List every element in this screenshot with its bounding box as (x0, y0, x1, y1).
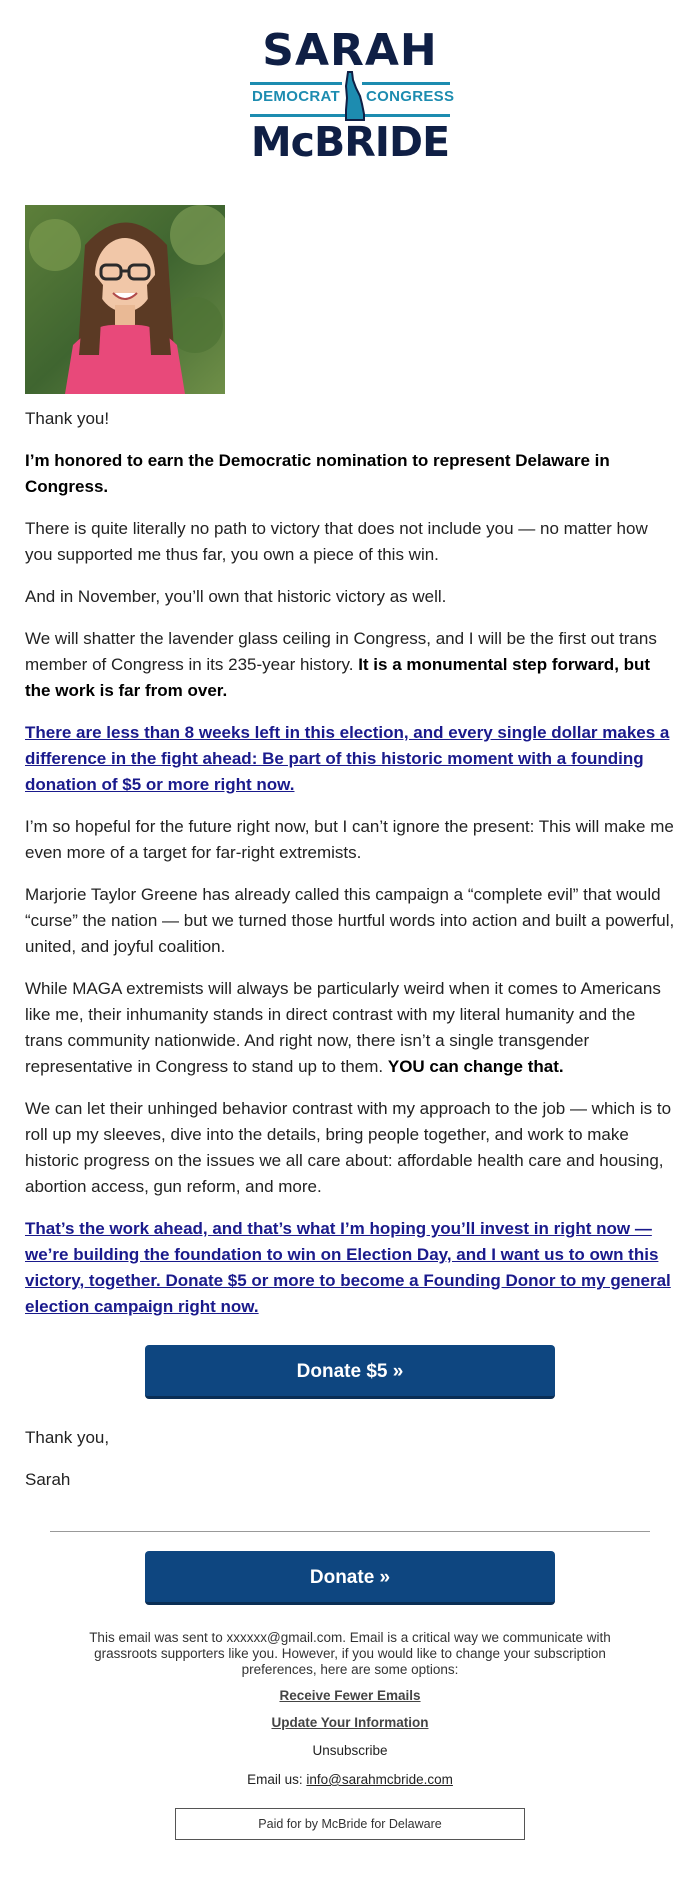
signoff-thanks: Thank you, (25, 1428, 110, 1447)
contact-email-link[interactable]: info@sarahmcbride.com (306, 1772, 453, 1787)
update-information-link[interactable]: Update Your Information (271, 1715, 429, 1730)
donate-button[interactable]: Donate » (145, 1551, 555, 1605)
candidate-photo (25, 205, 225, 394)
divider (50, 1531, 650, 1532)
paragraph-november: And in November, you’ll own that historic victory as well. (25, 587, 447, 606)
email-body (25, 406, 677, 1336)
paragraph-link-work-ahead (25, 1216, 677, 1320)
paragraph-path-to-victory: There is quite literally no path to victory that does not include you — no matter how you supported me thus far, you own a piece of this win. (25, 519, 648, 564)
paragraph-nomination: I’m honored to earn the Democratic nomination to represent Delaware in Congress. (25, 451, 610, 496)
email-us-line (0, 1772, 700, 1787)
paragraph-link-weeks-left (25, 720, 677, 798)
paragraph-hopeful: I’m so hopeful for the future right now, but I can’t ignore the present: This will make me even more of a target for far-right extremists. (25, 817, 674, 862)
signoff-name: Sarah (25, 1470, 71, 1489)
donation-link-founding-donor[interactable]: That’s the work ahead, and that’s what I’m hoping you’ll invest in right now — we’re building the foundation to win on Election Day, and I want us to own this victory, together. Donate $5 or more to become a Founding Donor to my general election campaign right now. (25, 1219, 671, 1316)
logo-congress-text: CONGRESS (366, 88, 455, 105)
greeting: Thank you! (25, 409, 110, 428)
receive-fewer-emails-link[interactable]: Receive Fewer Emails (279, 1688, 421, 1703)
paid-for-disclaimer: Paid for by McBride for Delaware (175, 1808, 525, 1840)
paragraph-glass-ceiling: We will shatter the lavender glass ceiling in Congress, and I will be the first out trans member of Congress in its 235-year history. It is a monumental step forward, but the work is far from over. (25, 629, 657, 700)
email-us-label: Email us: (247, 1772, 307, 1787)
paragraph-maga: While MAGA extremists will always be particularly weird when it comes to Americans like me, their inhumanity stands in direct contrast with my literal humanity and the trans community nationwide. And right now, there isn’t a single transgender representative in Congress to stand up to them. YOU can change that. (25, 979, 661, 1076)
delaware-state-icon (342, 70, 366, 122)
donation-link-founding[interactable]: There are less than 8 weeks left in this election, and every single dollar makes a difference in the fight ahead: Be part of this historic moment with a founding donation of $5 or more right now. (25, 723, 670, 794)
unsubscribe-link[interactable]: Unsubscribe (312, 1743, 388, 1758)
campaign-logo (0, 26, 700, 170)
portrait-photo-icon (25, 205, 225, 394)
footer-notice: This email was sent to xxxxxx@gmail.com. Email is a critical way we communicate with grassroots supporters like you. However, if you would like to change your subscription preferences, here are some options: (89, 1630, 611, 1677)
donate-5-button[interactable]: Donate $5 » (145, 1345, 555, 1399)
paragraph-approach: We can let their unhinged behavior contrast with my approach to the job — which is to roll up my sleeves, dive into the details, bring people together, and work to make historic progress on the issues we all care about: affordable health care and housing, abortion access, gun reform, and more. (25, 1099, 672, 1196)
logo-first-name: SARAH (262, 25, 438, 76)
logo-democrat-text: DEMOCRAT (252, 88, 340, 105)
logo-rule-left-top (250, 82, 342, 85)
logo-rule-right-top (362, 82, 450, 85)
paragraph-mtg: Marjorie Taylor Greene has already called this campaign a “complete evil” that would “curse” the nation — but we turned those hurtful words into action and built a powerful, united, and joyful coalition. (25, 885, 675, 956)
logo-last-name: McBRIDE (250, 118, 450, 166)
